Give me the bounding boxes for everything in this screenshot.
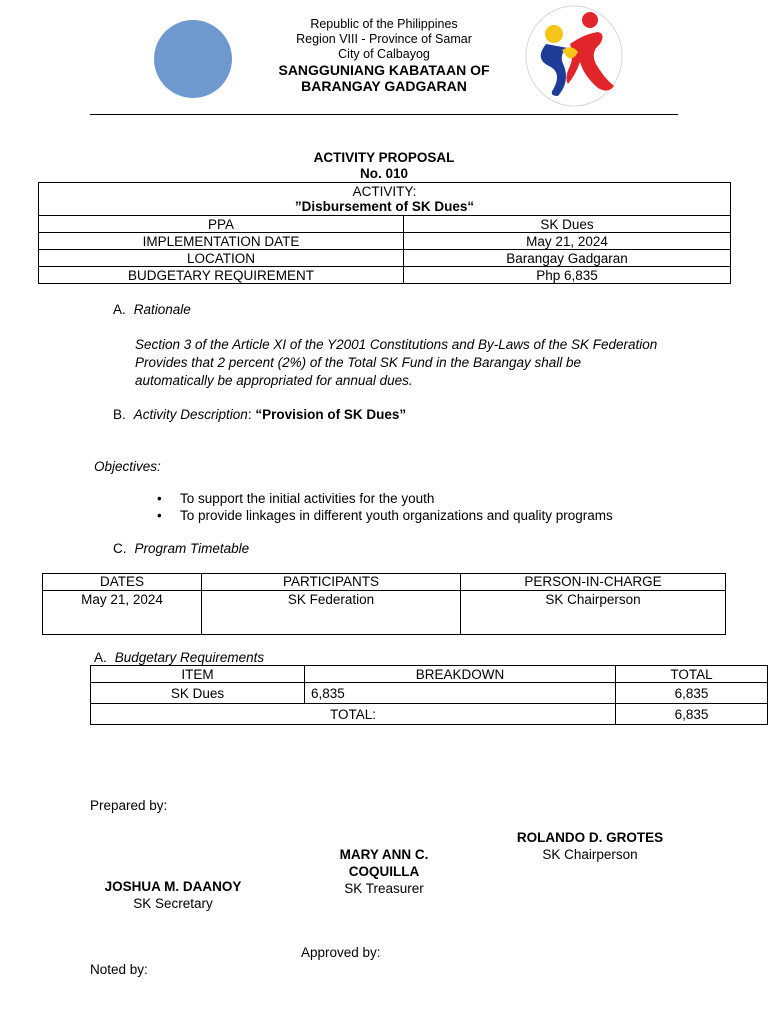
location-value: Barangay Gadgaran: [404, 250, 731, 267]
budget-row-total: 6,835: [616, 683, 768, 704]
budget-value: Php 6,835: [404, 267, 731, 284]
treasurer-name-line1: MARY ANN C.: [339, 847, 429, 862]
rationale-text: [135, 336, 695, 390]
sk-logo: [524, 4, 624, 108]
city-line: City of Calbayog: [338, 47, 430, 61]
bullet: •: [157, 508, 162, 523]
objectives-list: [135, 490, 735, 524]
treasurer-title: SK Treasurer: [344, 881, 424, 896]
timetable-person-in-charge: SK Chairperson: [461, 591, 726, 635]
timetable-title: Program Timetable: [134, 541, 250, 556]
approved-by-label: Approved by:: [301, 945, 381, 960]
treasurer-signature: [314, 846, 454, 897]
header-divider: [90, 114, 678, 115]
date-value: May 21, 2024: [404, 233, 731, 250]
chairperson-title: SK Chairperson: [542, 847, 638, 862]
column-header-dates: DATES: [43, 574, 202, 591]
timetable-participants: SK Federation: [202, 591, 461, 635]
ppa-label: PPA: [39, 216, 404, 233]
column-header-participants: PARTICIPANTS: [202, 574, 461, 591]
chairperson-name: ROLANDO D. GROTES: [516, 830, 664, 845]
list-item: [135, 507, 735, 524]
budget-heading: [94, 649, 264, 666]
description-colon: :: [247, 407, 252, 422]
column-header-breakdown: BREAKDOWN: [305, 666, 616, 683]
letterhead: [254, 17, 514, 94]
location-label: LOCATION: [39, 250, 404, 267]
rationale-line: Section 3 of the Article XI of the Y2001 Constitutions and By-Laws of the SK Federation: [135, 337, 658, 352]
table-row: [39, 250, 731, 267]
table-row: [39, 216, 731, 233]
barangay-seal: [154, 20, 232, 98]
date-label: IMPLEMENTATION DATE: [39, 233, 404, 250]
bullet: •: [157, 491, 162, 506]
column-header-person-in-charge: PERSON-IN-CHARGE: [461, 574, 726, 591]
timetable-date: May 21, 2024: [43, 591, 202, 635]
column-header-item: ITEM: [91, 666, 305, 683]
budget-title: Budgetary Requirements: [114, 650, 265, 665]
table-row: [39, 233, 731, 250]
rationale-title: Rationale: [133, 302, 191, 317]
budget-label: BUDGETARY REQUIREMENT: [39, 267, 404, 284]
noted-by-label: Noted by:: [90, 962, 148, 977]
column-header-total: TOTAL: [616, 666, 768, 683]
budget-table: [90, 665, 768, 725]
table-row: [39, 267, 731, 284]
objectives-heading: Objectives:: [94, 459, 161, 474]
prepared-by-label: Prepared by:: [90, 798, 168, 813]
proposal-number: No. 010: [359, 166, 409, 181]
budget-total-label: TOTAL:: [91, 704, 616, 725]
proposal-title: ACTIVITY PROPOSAL: [313, 150, 455, 165]
objective-text: To support the initial activities for the youth: [180, 491, 435, 506]
activity-row: [39, 183, 731, 216]
region-line: Region VIII - Province of Samar: [296, 32, 472, 46]
list-item: [135, 490, 735, 507]
rationale-heading: [113, 301, 191, 319]
rationale-marker: A.: [113, 302, 126, 317]
timetable-marker: C.: [113, 541, 127, 556]
rationale-line: Provides that 2 percent (2%) of the Total SK Fund in the Barangay shall be: [135, 355, 582, 370]
rationale-line: automatically be appropriated for annual dues.: [135, 373, 413, 388]
description-value: “Provision of SK Dues”: [255, 407, 407, 422]
country-line: Republic of the Philippines: [310, 17, 458, 31]
table-row: [91, 683, 768, 704]
budget-breakdown: 6,835: [305, 683, 616, 704]
table-row: [43, 591, 726, 635]
description-heading: Activity Description: [133, 407, 248, 422]
budget-total-value: 6,835: [616, 704, 768, 725]
chairperson-signature: [490, 829, 690, 863]
treasurer-name-line2: COQUILLA: [348, 864, 420, 879]
budget-item: SK Dues: [91, 683, 305, 704]
description-marker: B.: [113, 407, 126, 422]
objective-text: To provide linkages in different youth organizations and quality programs: [180, 508, 613, 523]
org-name-line2: BARANGAY GADGARAN: [301, 78, 467, 94]
activity-name: ”Disbursement of SK Dues“: [294, 199, 475, 214]
secretary-title: SK Secretary: [133, 896, 213, 911]
proposal-title-block: [254, 150, 514, 182]
activity-description: [113, 406, 406, 424]
budget-marker: A.: [94, 650, 107, 665]
secretary-signature: [86, 878, 260, 912]
activity-info-table: [38, 182, 731, 284]
table-header-row: [43, 574, 726, 591]
ppa-value: SK Dues: [404, 216, 731, 233]
activity-cell: [39, 183, 731, 216]
table-total-row: [91, 704, 768, 725]
activity-label: ACTIVITY:: [352, 184, 417, 199]
table-header-row: [91, 666, 768, 683]
timetable-table: [42, 573, 726, 635]
timetable-heading: [113, 540, 249, 558]
secretary-name: JOSHUA M. DAANOY: [104, 879, 242, 894]
org-name-line1: SANGGUNIANG KABATAAN OF: [278, 62, 490, 78]
